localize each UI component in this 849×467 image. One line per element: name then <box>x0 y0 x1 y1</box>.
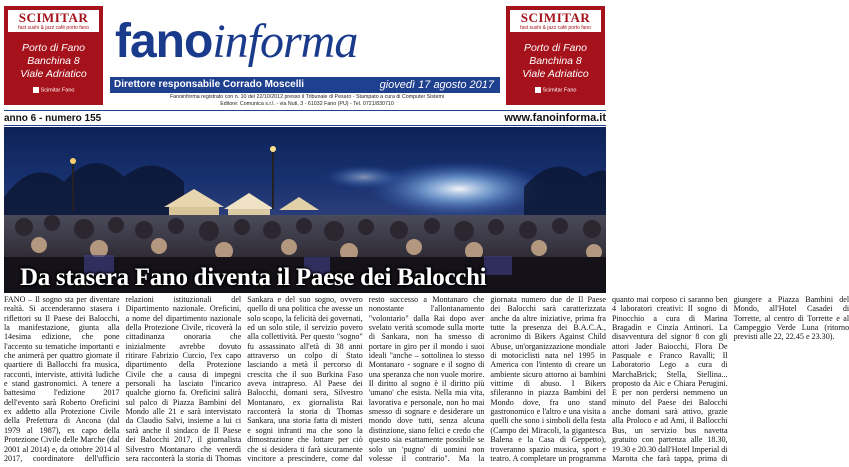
ad-line-3: Viale Adriatico <box>522 68 589 80</box>
facebook-icon <box>535 87 541 93</box>
website-link[interactable]: www.fanoinforma.it <box>504 112 606 124</box>
ad-social <box>4 87 103 93</box>
divider-bottom <box>4 125 606 126</box>
ad-brand-name: SCIMITAR <box>8 10 99 25</box>
article-headline[interactable]: Da stasera Fano diventa il Paese dei Balocchi <box>20 264 487 291</box>
ad-social <box>506 87 605 93</box>
masthead-logo[interactable] <box>115 12 500 72</box>
ad-line-2: Banchina 8 <box>529 55 582 67</box>
ad-tagline: fast sushi & jazz café porto fano <box>8 25 99 32</box>
ad-scimitar-right[interactable] <box>506 6 605 105</box>
logo-part-informa: informa <box>212 15 358 68</box>
logo-part-fano: fano <box>115 15 213 68</box>
ad-line-3: Viale Adriatico <box>20 68 87 80</box>
issue-date: giovedì 17 agosto 2017 <box>379 79 494 91</box>
registration-line-1: Fanoinforma registrato con n. 10 del 22/10/2012 presso il Tribunale di Pesaro - Stampato a cura di Computer Sistemi <box>169 94 445 100</box>
article-body <box>4 295 849 465</box>
edition-row <box>4 112 606 126</box>
ad-line-2: Banchina 8 <box>27 55 80 67</box>
registration-line-2: Editore: Comunica s.r.l. - via Nuti, 3 - 61032 Fano (PU) - Tel. 0721/830710 <box>220 101 394 107</box>
ad-social-name: Scimitar Fano <box>542 87 577 94</box>
registration-info <box>112 94 502 108</box>
ad-line-1: Porto di Fano <box>21 42 86 54</box>
director-name: Direttore responsabile Corrado Moscelli <box>114 79 305 90</box>
ad-social-name: Scimitar Fano <box>40 87 75 94</box>
ad-line-1: Porto di Fano <box>523 42 588 54</box>
facebook-icon <box>33 87 39 93</box>
article-text: FANO – Il sogno sta per diventare realtà. Si accenderanno stasera i riflettori su Il Paese dei Balocchi, la manifestazione, giunta alla 14esima edizione, che pone l'accento su tematiche importanti e che animerà per quattro giornate il quartiere di Ballocchi fra musica, racconti, interviste, attività ludiche e stand gastronomici. A tenere a battesimo l'edizione 2017 dell'evento sarà Roberto Oreficini ex addetto alla Protezione Civile della Prefettura di Ancona (dal 1979 al 1987), ex capo della Protezione Civile delle Marche (dal 2001 al 2014) e, da ottobre 2014 al 2017, coordinatore dell'ufficio relazioni istituzionali del Dipartimento nazionale. Oreficini, a nome del dipartimento nazionale della Protezione Civile, ricoverà la cittadinanza onoraria che inizialmente avrebbe dovuto ritirare Fabrizio Curcio, l'ex capo dipartimento della Protezione Civile che a causa di impegni personali ha lasciato l'incarico qualche giorno fa. Oreficini salirà sul palco di Piazza Bambini del Mondo alle 21 e sarà intervistato da Claudio Salvi, insieme a lui ci sarà anche il sindaco de Il Paese dei Balocchi 2017, il giornalista Silvestro Montanaro che venerdì sera racconterà la storia di Thomas Sankara e del suo sogno, ovvero quello di una politica che avesse un solo scopo, la felicità dei governati, ed un solo stile, il servizio povero alla collettività. Per questo "sogno" fu assassinato all'età di 38 anni attraverso un colpo di Stato lasciando a metà il percorso di crescita che il suo Burkina Faso aveva intrapreso. Al Paese dei Balocchi, domani sera, Silvestro Montanaro, ex giornalista Rai racconterà la storia di Thomas Sankara, una storia fatta di misteri e sogni infranti ma che sono la dimostrazione che lottare per ciò che si desidera ti farà sicuramente vincitore a prescindere, come dal resto successo a Montanaro che nonostante l'allontanamento "volontario" dalla Rai dopo aver svelato verità scomode sulla morte di Sankara, non ha smesso di portare in giro per il mondo i suoi ideali "anche – sottolinea lo stesso Montanaro - sognare e il sogno di una speranza che non vuole morire. Il diritto al sogno è il diritto più 'umano' che esista. Nella mia vita, lavorativa e personale, non ho mai smesso di sognare e desiderare un mondo dove tutti, senza alcuna distinzione, siano felici e credo che questo sia esattamente possibile se solo un 'pugno' di uomini non volesse il contrario". Ma la giornata numero due de Il Paese dei Balocchi sarà caratterizzata anche da altre iniziative, prima fra tutte la presenza dei B.A.C.A., acronimo di Bikers Against Child Abuse, un'organizzazione mondiale di motociclisti nata nel 1995 in America con l'intento di creare un ambiente sicuro attorno ai bambini vittime di abuso. I Bikers sfileranno in piazza Bambini del Mondo dove, fra uno stand gastronomico e l'altro e una visita a quelli che sono i simboli della festa (Campo dei Miracoli, la gigantesca Balena e la Casa di Geppetto), troveranno spazio musica, sport e teatro. A completare un programma quanto mai corposo ci saranno ben 4 laboratori creativi: Il sogno di Pinocchio a cura di Marina Bragadin e Cinzia Antinori. La disavventura del signor 8 con gli attori Jader Baiocchi, Flora De Pasquale e Franco Ravalli; Il Laboratorio Lego a cura di MarchaBrick; Stella, Stellina... proposto da Aic e Chiara Perugini. E per non perdersi nemmeno un minuto del Paese dei Balocchi anche domani sarà attivo, grazie alla Proloco e ad Ami, il Ballocchi Bus, un servizio bus navetta gratuito con partenza alle 18.30, 19.30 e 20.30 dall'Hotel Imperial di Marotta che farà tappa, prima di giungere a Piazza Bambini del Mondo, all'Hotel Casadei di Torrette, al centro di Torrette e al Campeggio Verde Luna (ritorno previsti alle 22, 22.45 e 23.30). <box>4 295 849 463</box>
ad-tagline: fast sushi & jazz café porto fano <box>510 25 601 32</box>
director-bar <box>110 77 500 93</box>
ad-scimitar-left[interactable] <box>4 6 103 105</box>
edition-number: anno 6 - numero 155 <box>4 113 102 124</box>
divider-top <box>4 110 606 111</box>
ad-brand-name: SCIMITAR <box>510 10 601 25</box>
